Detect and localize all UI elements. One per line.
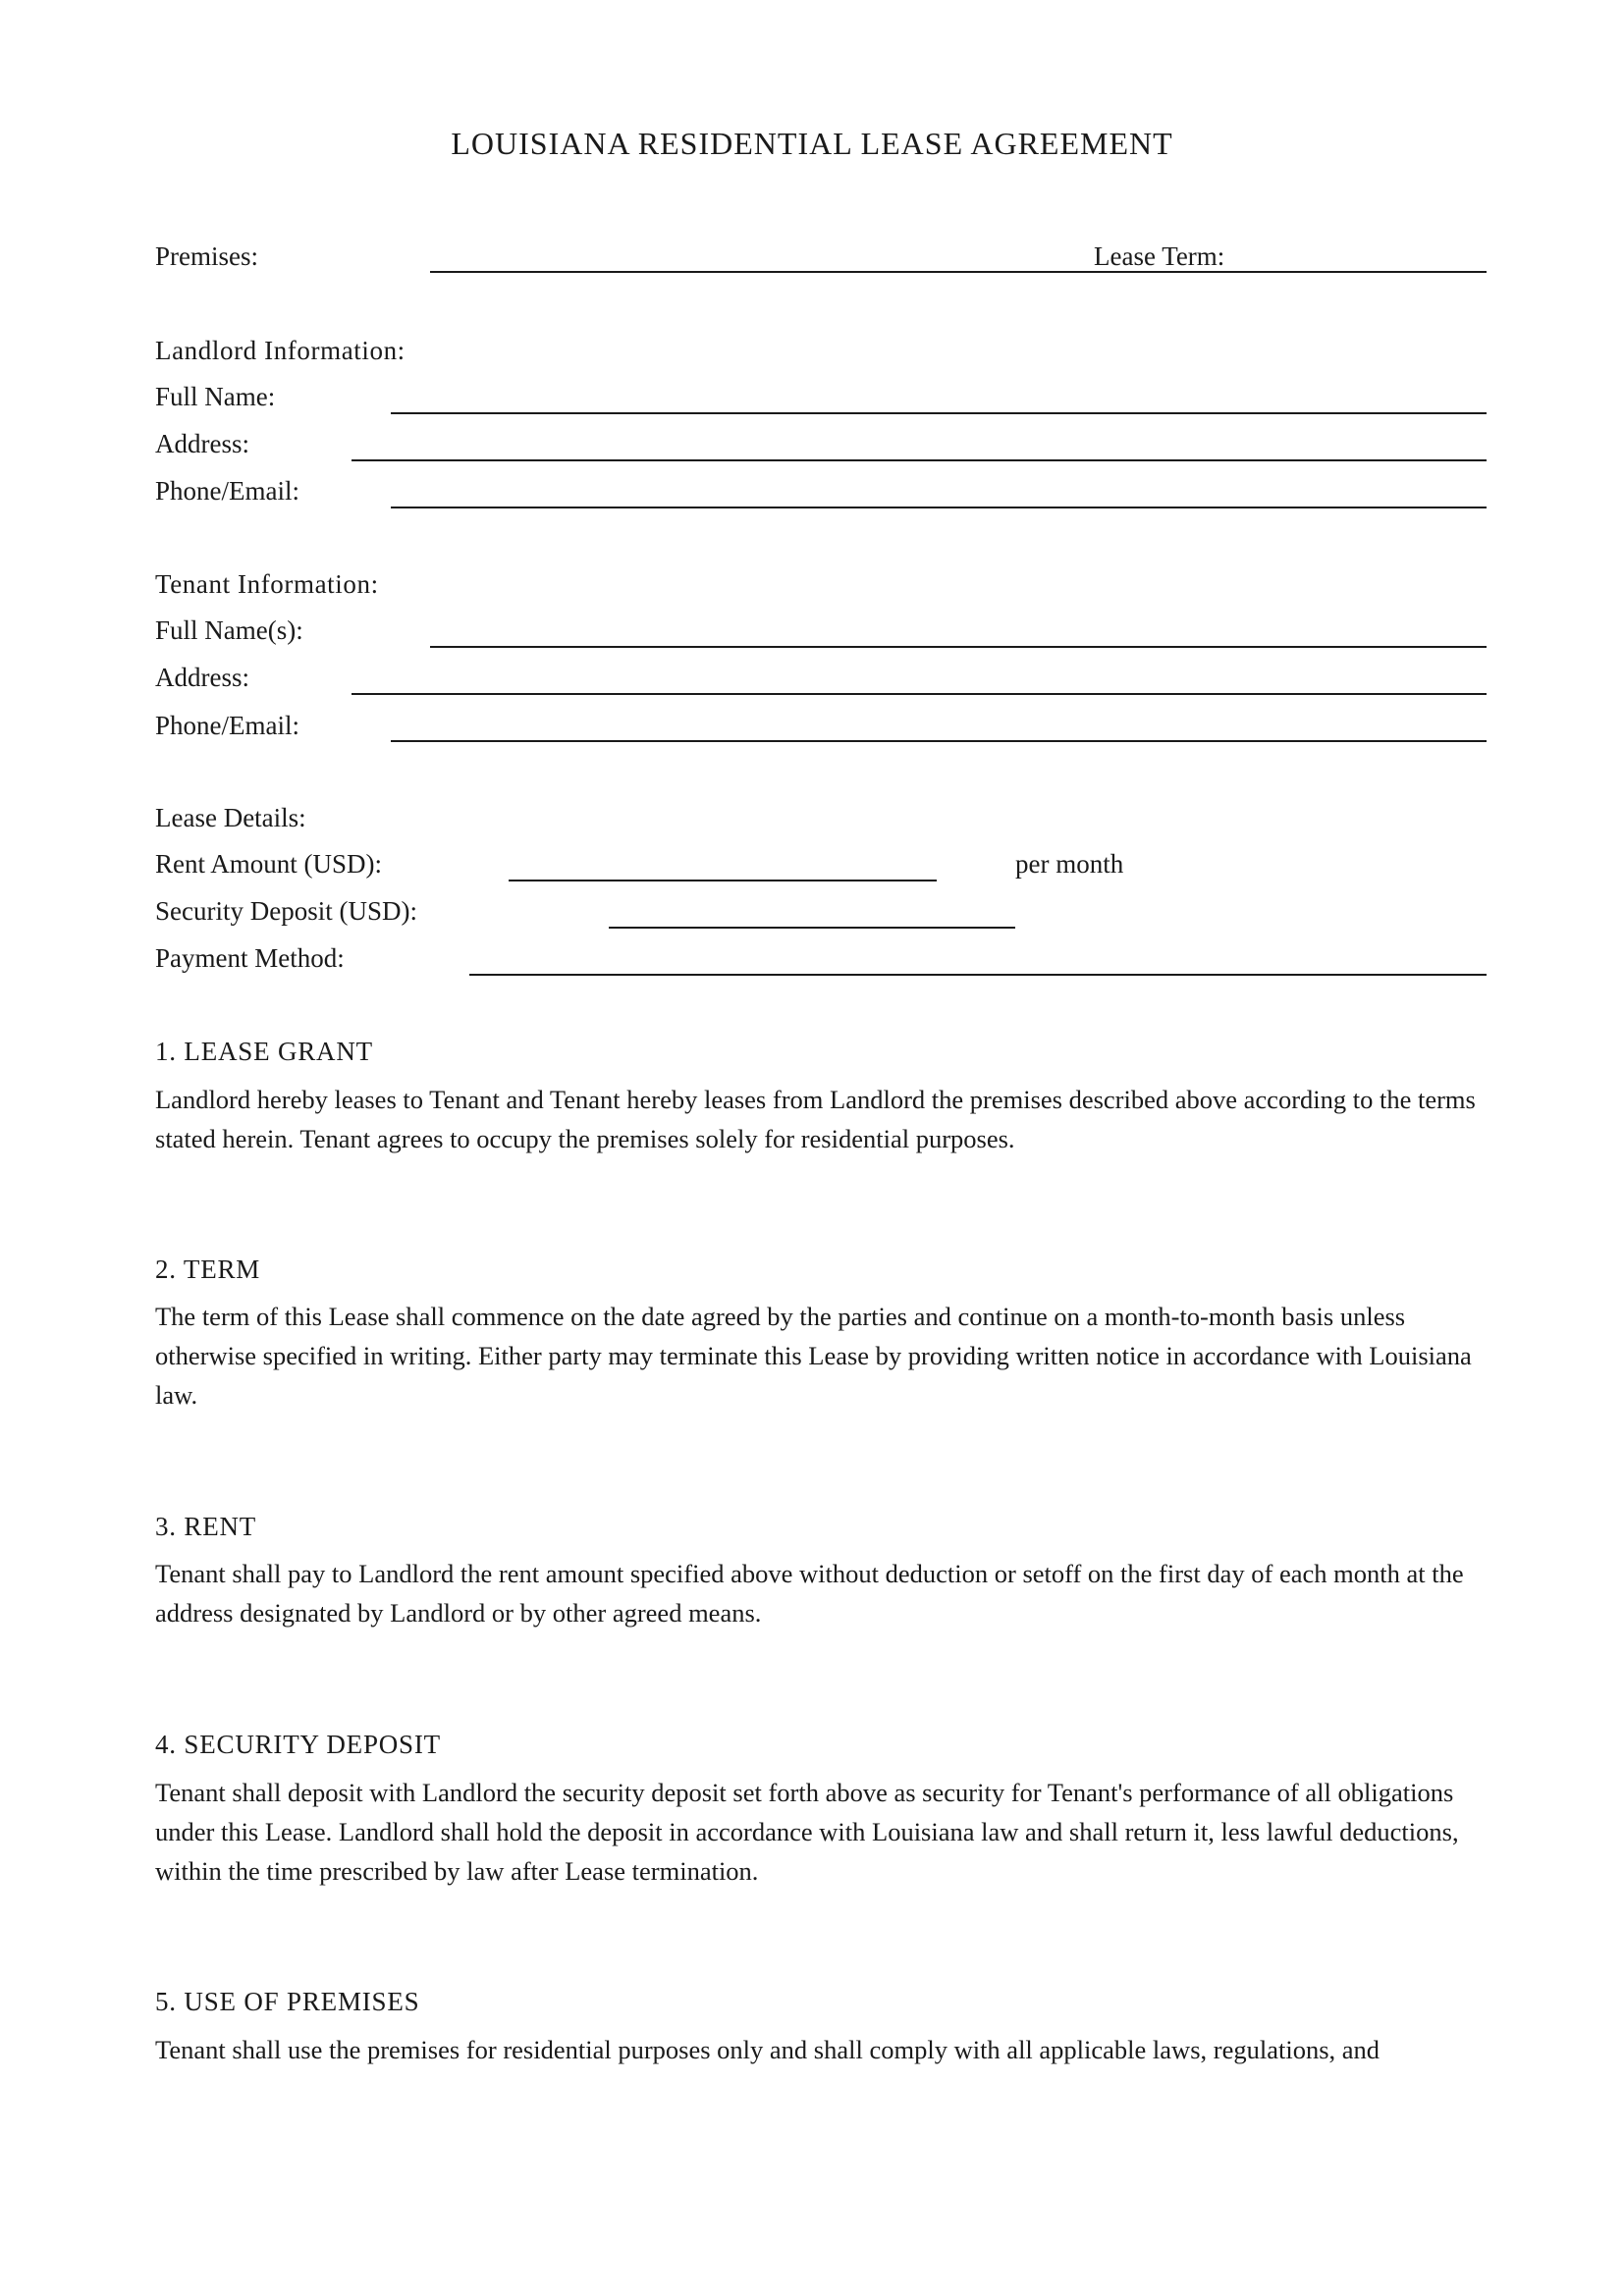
section-heading-rent: 3. RENT bbox=[155, 1512, 257, 1541]
lease-details-heading: Lease Details: bbox=[155, 803, 306, 832]
landlord-phone-email-label: Phone/Email: bbox=[155, 476, 299, 506]
lease-term-label: Lease Term: bbox=[1094, 241, 1225, 271]
rent-amount-field-line[interactable] bbox=[509, 880, 937, 881]
rent-amount-label: Rent Amount (USD): bbox=[155, 849, 383, 879]
landlord-address-label: Address: bbox=[155, 429, 249, 458]
tenant-phone-email-field-line[interactable] bbox=[391, 740, 1487, 742]
landlord-phone-email-field-line[interactable] bbox=[391, 507, 1487, 508]
payment-method-label: Payment Method: bbox=[155, 943, 345, 973]
section-heading-use-of-premises: 5. USE OF PREMISES bbox=[155, 1987, 420, 2016]
tenant-phone-email-label: Phone/Email: bbox=[155, 711, 299, 740]
section-body-rent: Tenant shall pay to Landlord the rent amount specified above without deduction or setoff on the first day of each month at the address designated by Landlord or by other agreed means. bbox=[155, 1559, 1464, 1628]
landlord-full-name-label: Full Name: bbox=[155, 382, 276, 411]
section-body-use-of-premises: Tenant shall use the premises for residential purposes only and shall comply with all applicable laws, regulations, and bbox=[155, 2035, 1380, 2064]
section-body-term: The term of this Lease shall commence on the date agreed by the parties and continue on a month-to-month basis unless otherwise specified in writing. Either party may terminate this Lease by providing written notice in accordance with Louisiana law. bbox=[155, 1302, 1472, 1410]
document-title: LOUISIANA RESIDENTIAL LEASE AGREEMENT bbox=[451, 126, 1173, 161]
premises-label: Premises: bbox=[155, 241, 258, 271]
landlord-info-heading: Landlord Information: bbox=[155, 336, 406, 365]
tenant-address-label: Address: bbox=[155, 663, 249, 692]
section-body-security-deposit: Tenant shall deposit with Landlord the security deposit set forth above as security for Tenant's performance of all obligations under this Lease. Landlord shall hold the deposit in accordance with Louisiana law and shall return it, less lawful deductions, within the time prescribed by law after Lease termination. bbox=[155, 1778, 1459, 1886]
per-month-label: per month bbox=[1015, 849, 1124, 879]
tenant-full-names-label: Full Name(s): bbox=[155, 615, 303, 645]
tenant-address-field-line[interactable] bbox=[352, 693, 1487, 695]
landlord-full-name-field-line[interactable] bbox=[391, 412, 1487, 414]
security-deposit-field-line[interactable] bbox=[609, 927, 1015, 929]
landlord-address-field-line[interactable] bbox=[352, 459, 1487, 461]
section-heading-lease-grant: 1. LEASE GRANT bbox=[155, 1037, 373, 1066]
premises-field-line[interactable] bbox=[430, 271, 1487, 273]
section-heading-term: 2. TERM bbox=[155, 1255, 261, 1284]
section-body-lease-grant: Landlord hereby leases to Tenant and Tenant hereby leases from Landlord the premises described above according to the terms stated herein. Tenant agrees to occupy the premises solely for residential purposes. bbox=[155, 1085, 1476, 1153]
tenant-full-names-field-line[interactable] bbox=[430, 646, 1487, 648]
tenant-info-heading: Tenant Information: bbox=[155, 569, 379, 599]
payment-method-field-line[interactable] bbox=[469, 974, 1487, 976]
section-heading-security-deposit: 4. SECURITY DEPOSIT bbox=[155, 1730, 441, 1759]
security-deposit-label: Security Deposit (USD): bbox=[155, 896, 417, 926]
